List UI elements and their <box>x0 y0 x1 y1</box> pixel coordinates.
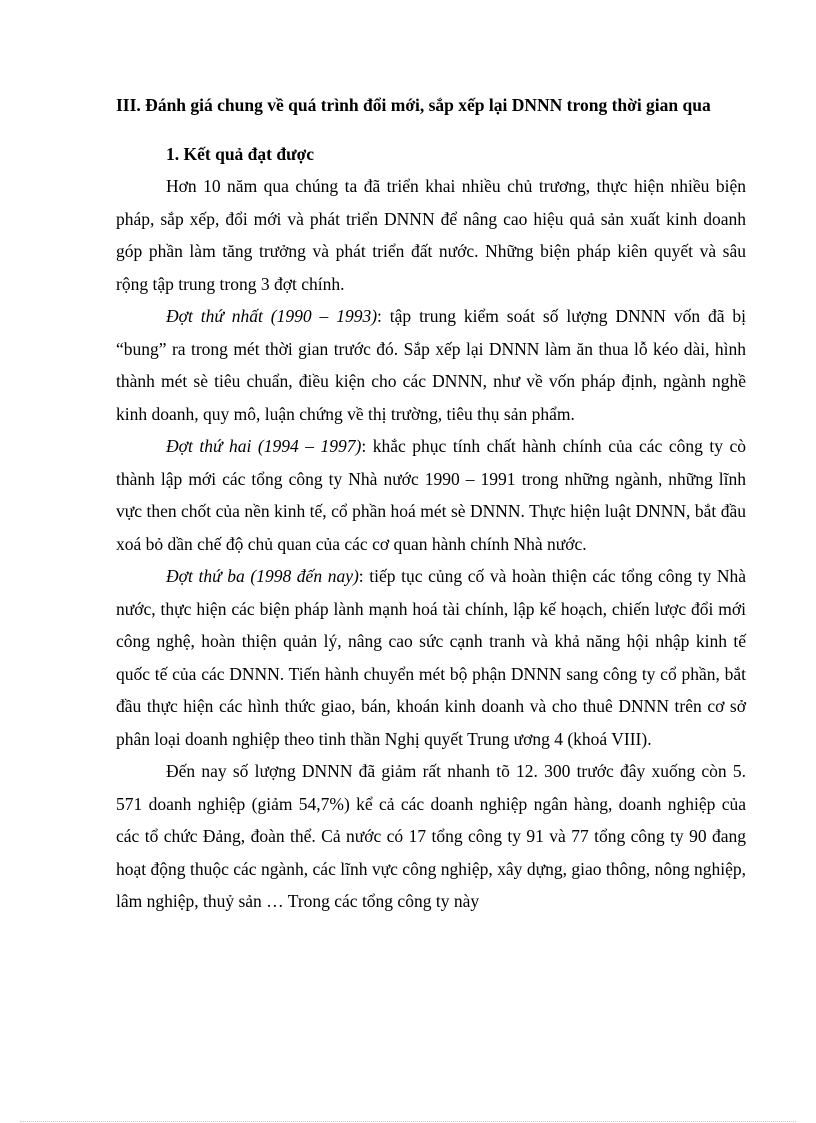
phase-1-text: : tập trung kiểm soát số lượng DNNN vốn đã bị “bung” ra trong mét thời gian trước đó. Sắp xếp lại DNNN làm ăn thua lỗ kéo dài, hình thành mét sè tiêu chuẩn, điều kiện cho các DNNN, như về vốn pháp định, ngành nghề kinh doanh, quy mô, luận chứng về thị trường, tiêu thụ sản phẩm. <box>116 306 746 424</box>
phase-2-label: Đợt thứ hai (1994 – 1997) <box>166 436 362 456</box>
paragraph-current-status: Đến nay số lượng DNNN đã giảm rất nhanh tõ 12. 300 trước đây xuống còn 5. 571 doanh nghiệp (giảm 54,7%) kể cả các doanh nghiệp ngân hàng, doanh nghiệp của các tổ chức Đảng, đoàn thể. Cả nước có 17 tổng công ty 91 và 77 tổng công ty 90 đang hoạt động thuộc các ngành, các lĩnh vực công nghiệp, xây dựng, giao thông, nông nghiệp, lâm nghiệp, thuỷ sản … Trong các tổng công ty này <box>116 761 746 911</box>
paragraph-phase-1 <box>116 300 746 430</box>
phase-1-label: Đợt thứ nhất (1990 – 1993) <box>166 306 378 326</box>
section-heading: III. Đánh giá chung về quá trình đổi mới, sắp xếp lại DNNN trong thời gian qua <box>116 95 711 115</box>
paragraph-phase-3 <box>116 560 746 755</box>
page-bottom-divider <box>20 1121 796 1122</box>
phase-2-text: : khắc phục tính chất hành chính của các công ty cò thành lập mới các tổng công ty Nhà nước 1990 – 1991 trong những ngành, những lĩnh vực then chốt của nền kinh tế, cổ phần hoá mét sè DNNN. Thực hiện luật DNNN, bắt đầu xoá bỏ dần chế độ chủ quan của các cơ quan hành chính Nhà nước. <box>116 436 747 554</box>
document-body <box>116 89 746 918</box>
paragraph-phase-2 <box>116 430 746 560</box>
paragraph-intro: Hơn 10 năm qua chúng ta đã triển khai nhiều chủ trương, thực hiện nhiều biện pháp, sắp xếp, đổi mới và phát triển DNNN để nâng cao hiệu quả sản xuất kinh doanh góp phần làm tăng trưởng và phát triển đất nước. Những biện pháp kiên quyết và sâu rộng tập trung trong 3 đợt chính. <box>116 176 746 294</box>
phase-3-label: Đợt thứ ba (1998 đến nay) <box>166 566 359 586</box>
subsection-heading: 1. Kết quả đạt được <box>166 143 315 164</box>
phase-3-text: : tiếp tục củng cố và hoàn thiện các tổng công ty Nhà nước, thực hiện các biện pháp lành mạnh hoá tài chính, lập kế hoạch, chiến lược đổi mới công nghệ, hoàn thiện quản lý, nâng cao sức cạnh tranh và khả năng hội nhập kinh tế quốc tế của các DNNN. Tiến hành chuyển mét bộ phận DNNN sang công ty cổ phần, bắt đầu thực hiện các hình thức giao, bán, khoán kinh doanh và cho thuê DNNN trên cơ sở phân loại doanh nghiệp theo tinh thần Nghị quyết Trung ương 4 (khoá VIII). <box>116 566 746 749</box>
